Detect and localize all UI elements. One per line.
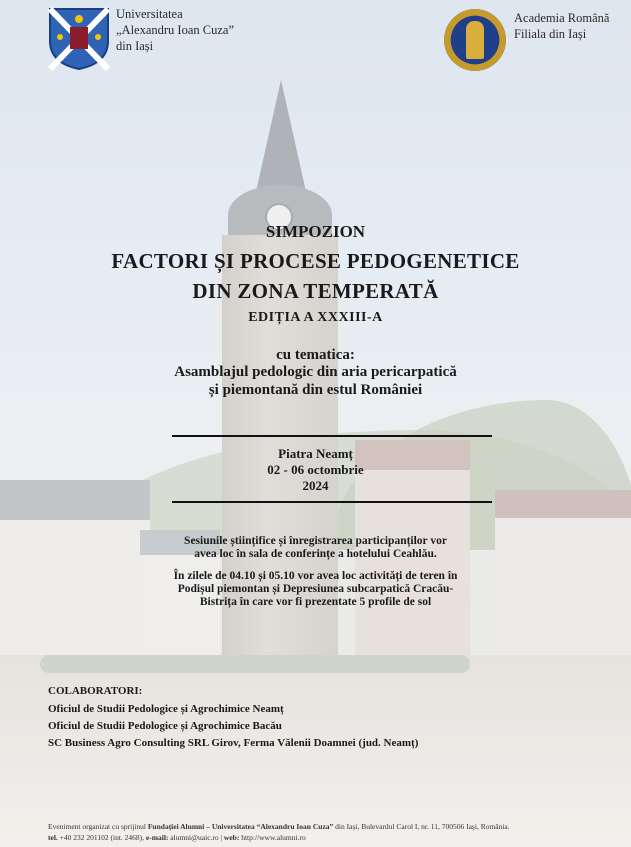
academy-seal-icon — [444, 9, 506, 71]
theme-intro: cu tematica: — [276, 347, 355, 363]
field-activities-text: Bistrița în care vor fi prezentate 5 profile de sol — [199, 596, 432, 608]
web-link[interactable]: http://www.alumni.ro — [239, 833, 306, 842]
edition: EDIȚIA A XXXIII-A — [248, 310, 383, 325]
divider — [172, 435, 492, 437]
university-crest-icon — [48, 7, 110, 71]
collaborator-item: Oficiul de Studii Pedologice și Agrochimice Bacău — [48, 720, 282, 732]
seal-figure — [466, 21, 484, 59]
event-city: Piatra Neamț — [278, 446, 353, 461]
footer-contact: tel. +40 232 201102 (int. 2468), e-mail: alumni@uaic.ro | web: http://www.alumni.ro — [48, 833, 306, 842]
email-link[interactable]: alumni@uaic.ro | — [168, 833, 224, 842]
collaborator-item: Oficiul de Studii Pedologice și Agrochimice Neamț — [48, 703, 284, 715]
event-year: 2024 — [302, 478, 329, 493]
field-activities-text: Podișul piemontan și Depresiunea subcarpatică Cracău- — [177, 583, 454, 595]
academy-name: Academia Română Filiala din Iași — [514, 11, 610, 41]
theme-line1: Asamblajul pedologic din aria pericarpatică — [174, 364, 457, 380]
theme-line2: și piemontană din estul României — [208, 382, 423, 398]
footer-organizer: Eveniment organizat cu sprijinul Fundației Alumni – Universitatea “Alexandru Ioan Cuza” din Iași, Bulevardul Carol I, nr. 11, 700506 Iași, România. — [48, 822, 510, 831]
sessions-text: Sesiunile științifice și înregistrarea participanților vor — [184, 535, 447, 547]
collaborators-heading: COLABORATORI: — [48, 685, 143, 697]
event-title-line2: DIN ZONA TEMPERATĂ — [192, 279, 439, 303]
field-activities-text: În zilele de 04.10 și 05.10 vor avea loc activități de teren în — [173, 570, 458, 582]
event-kicker: SIMPOZION — [265, 222, 366, 241]
collaborator-item: SC Business Agro Consulting SRL Girov, Ferma Vălenii Doamnei (jud. Neamț) — [48, 737, 419, 749]
event-title-line1: FACTORI ȘI PROCESE PEDOGENETICE — [111, 249, 520, 273]
event-dates: 02 - 06 octombrie — [267, 462, 364, 477]
university-name: Universitatea „Alexandru Ioan Cuza” din Iași — [116, 7, 234, 53]
divider — [172, 501, 492, 503]
sessions-text: avea loc în sala de conferințe a hotelului Ceahlău. — [194, 548, 437, 560]
